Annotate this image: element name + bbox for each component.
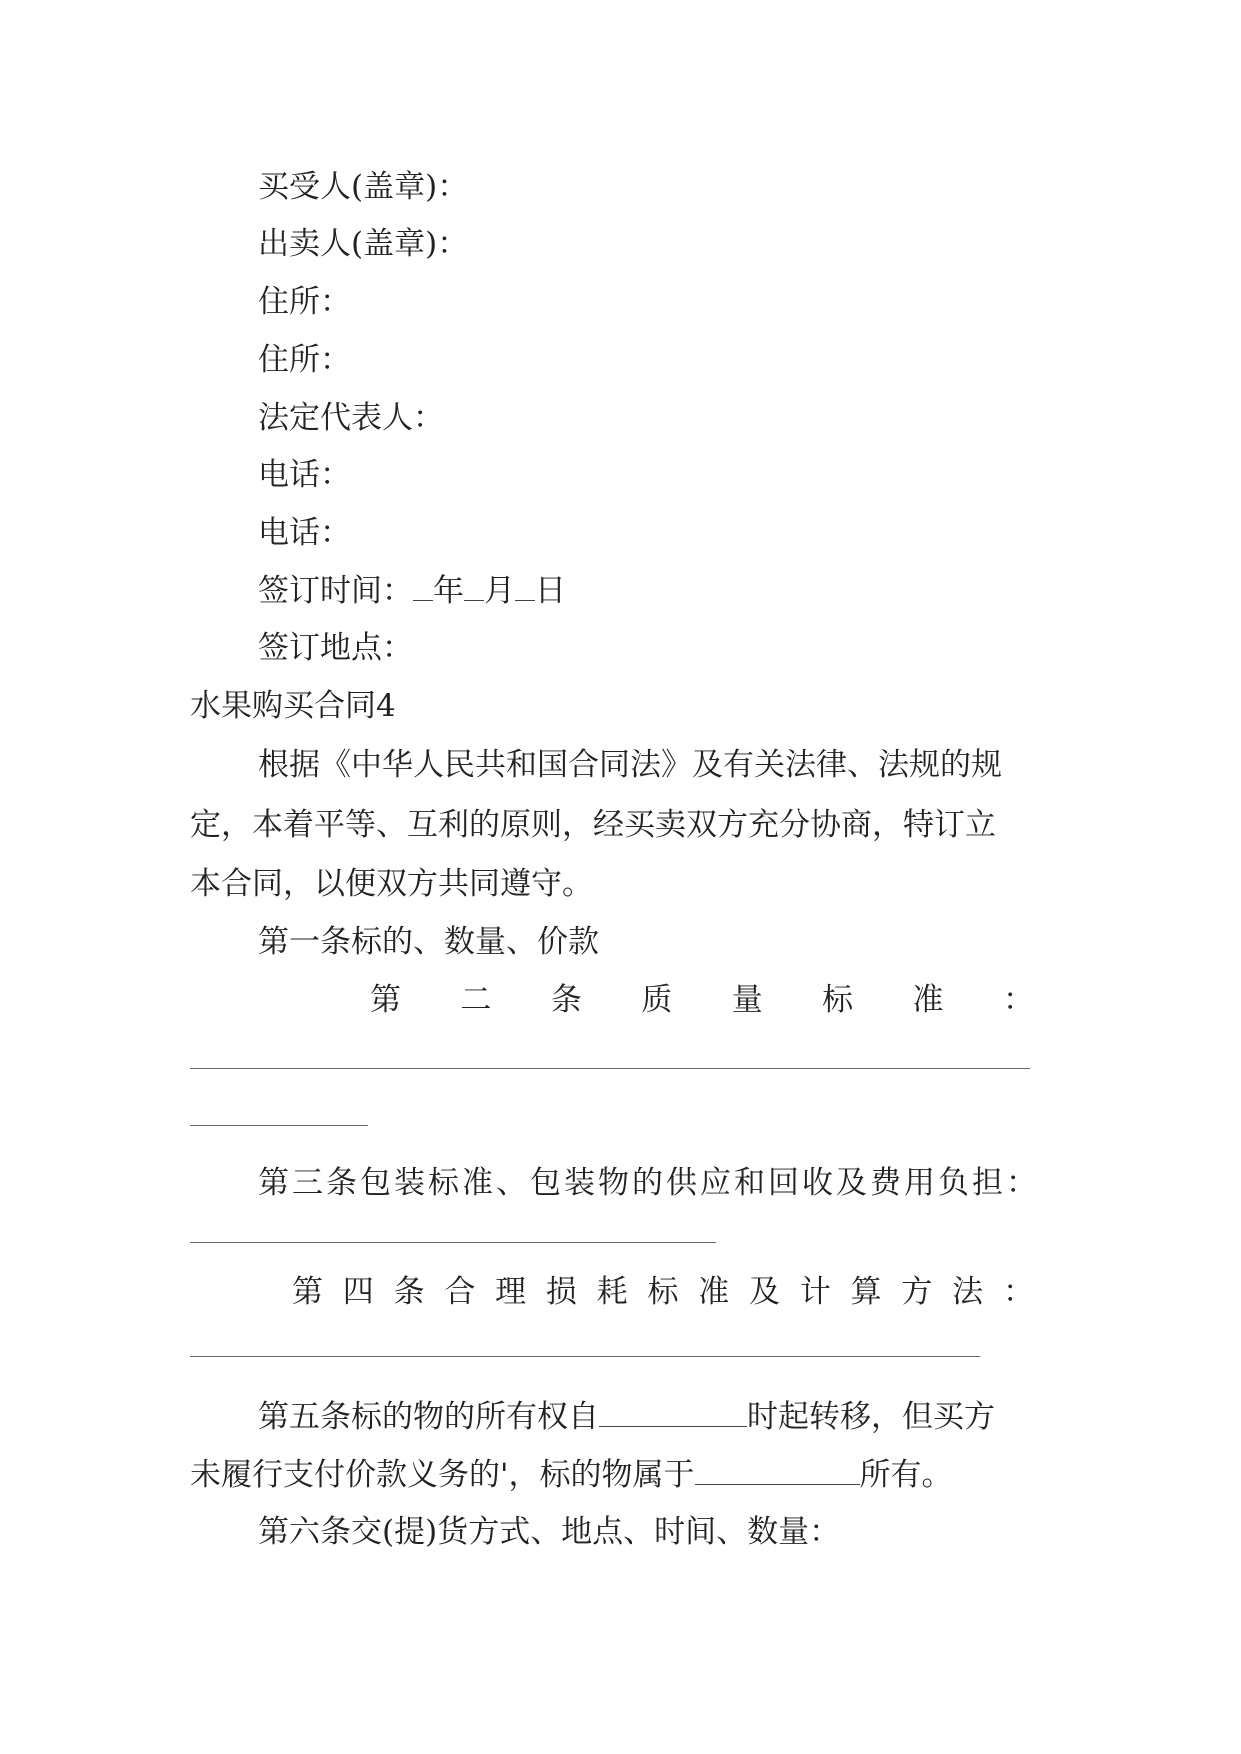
heading-char: 算 — [850, 1274, 882, 1310]
heading-char: 第 — [292, 1274, 323, 1310]
heading-char: 条 — [393, 1274, 425, 1310]
heading-char: 质 — [641, 982, 673, 1018]
contract-title: 水果购买合同4 — [190, 688, 396, 724]
heading-char: ： — [1002, 1274, 1034, 1310]
heading-char: ： — [1002, 982, 1034, 1018]
article-5-line-2 — [190, 1455, 953, 1495]
heading-char: 四 — [342, 1274, 374, 1310]
phone-line-2: 电话： — [258, 515, 351, 551]
heading-char: 第 — [370, 982, 401, 1018]
heading-char: 标 — [647, 1274, 679, 1310]
fill-line — [190, 1356, 980, 1357]
preamble-line-3: 本合同，以便双方共同遵守。 — [190, 866, 593, 902]
article-5-text: 时起转移，但买方 — [747, 1399, 995, 1435]
fill-line — [190, 1125, 368, 1126]
address-line-2: 住所： — [258, 342, 351, 378]
heading-char: 及 — [749, 1274, 781, 1310]
legal-rep-line: 法定代表人： — [258, 400, 444, 436]
transfer-time-blank — [599, 1398, 747, 1427]
heading-char: 方 — [901, 1274, 933, 1310]
fill-line — [190, 1068, 1030, 1069]
article-5-text: 未履行支付价款义务的'，标的物属于 — [190, 1457, 695, 1493]
month-blank — [464, 572, 484, 601]
address-line-1: 住所： — [258, 284, 351, 320]
day-blank — [515, 572, 535, 601]
heading-char: 准 — [698, 1274, 730, 1310]
heading-char: 计 — [799, 1274, 831, 1310]
heading-char: 合 — [444, 1274, 476, 1310]
heading-char: 损 — [545, 1274, 577, 1310]
article-5-text: 第五条标的物的所有权自 — [258, 1399, 599, 1435]
article-4-heading — [292, 1272, 1034, 1312]
year-blank — [413, 572, 433, 601]
heading-char: 理 — [495, 1274, 527, 1310]
article-1: 第一条标的、数量、价款 — [258, 924, 599, 960]
fill-line — [190, 1242, 716, 1243]
heading-char: 准 — [912, 982, 944, 1018]
article-6: 第六条交(提)货方式、地点、时间、数量： — [258, 1514, 841, 1550]
heading-char: 二 — [460, 982, 492, 1018]
sign-time-day: 日 — [535, 573, 566, 609]
seller-seal-line: 出卖人(盖章)： — [258, 226, 469, 262]
phone-line-1: 电话： — [258, 457, 351, 493]
sign-time-year: 年 — [433, 573, 464, 609]
sign-time-month: 月 — [484, 573, 515, 609]
heading-char: 法 — [952, 1274, 984, 1310]
article-5-line-1 — [258, 1397, 995, 1437]
article-5-text: 所有。 — [859, 1457, 953, 1493]
preamble-line-2: 定，本着平等、互利的原则，经买卖双方充分协商，特订立 — [190, 807, 996, 843]
preamble-line-1: 根据《中华人民共和国合同法》及有关法律、法规的规 — [258, 747, 1002, 783]
heading-char: 标 — [822, 982, 854, 1018]
buyer-seal-line: 买受人(盖章)： — [258, 169, 469, 205]
heading-char: 量 — [731, 982, 763, 1018]
sign-time-line — [258, 571, 566, 611]
owner-blank — [695, 1456, 860, 1485]
sign-time-label: 签订时间： — [258, 573, 413, 609]
sign-place-line: 签订地点： — [258, 630, 413, 666]
article-2-heading — [370, 980, 1034, 1020]
heading-char: 条 — [550, 982, 582, 1018]
article-3: 第三条包装标准、包装物的供应和回收及费用负担： — [258, 1165, 1040, 1201]
heading-char: 耗 — [596, 1274, 628, 1310]
